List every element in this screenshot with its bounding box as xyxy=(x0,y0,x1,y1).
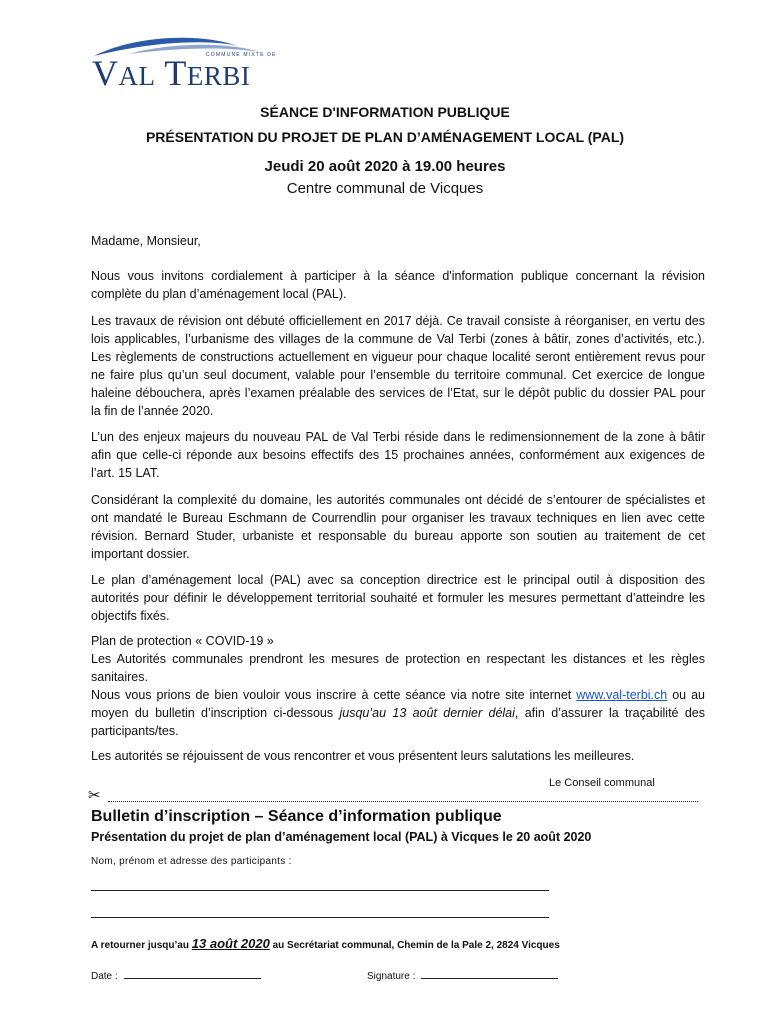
date-blank[interactable] xyxy=(124,968,261,979)
date-label: Date : xyxy=(91,971,118,982)
return-instructions: A retourner jusqu’au 13 août 2020 au Secrétariat communal, Chemin de la Pale 2, 2824 Vicques xyxy=(91,936,560,951)
register-paragraph: Nous vous prions de bien vouloir vous inscrire à cette séance via notre site internet www.val-terbi.ch ou au moyen du bulletin d’inscription ci-dessous jusqu’au 13 août dernier délai, afin d’assurer la traçabilité des participants/tes. xyxy=(91,688,705,738)
event-place: Centre communal de Vicques xyxy=(286,180,484,197)
logo-wordmark: VAL TERBI xyxy=(92,53,251,93)
participants-label: Nom, prénom et adresse des participants : xyxy=(91,856,292,867)
date-field xyxy=(91,968,261,982)
paragraph-stakes: L’un des enjeux majeurs du nouveau PAL de Val Terbi réside dans le redimensionnement de la zone à bâtir afin que celle-ci réponde aux besoins effectifs des 15 prochaines années, conformément aux exigences de l’art. 15 LAT. xyxy=(91,430,705,480)
signature-blank[interactable] xyxy=(421,968,558,979)
paragraph-specialists: Considérant la complexité du domaine, les autorités communales ont décidé de s’entourer de spécialistes et ont mandaté le Bureau Eschmann de Courrendlin pour organiser les travaux techniques en lien avec cette révision. Bernard Studer, urbaniste et responsable du bureau apporte son soutien au traitement de cet important dossier. xyxy=(91,493,705,561)
signature-label: Signature : xyxy=(367,971,416,982)
website-link[interactable]: www.val-terbi.ch xyxy=(576,688,668,702)
closing-paragraph: Les autorités se réjouissent de vous rencontrer et vous présentent leurs salutations les meilleures. xyxy=(91,749,635,763)
dotted-separator xyxy=(108,801,698,802)
return-deadline: 13 août 2020 xyxy=(191,936,270,951)
form-title: Bulletin d’inscription – Séance d’information publique xyxy=(91,808,502,825)
val-terbi-logo xyxy=(88,34,288,96)
paragraph-invitation: Nous vous invitons cordialement à participer à la séance d'information publique concernant la révision complète du plan d’aménagement local (PAL). xyxy=(91,269,705,301)
event-date: Jeudi 20 août 2020 à 19.00 heures xyxy=(264,158,506,175)
participants-line-2[interactable] xyxy=(91,917,549,918)
title-line-1: SÉANCE D'INFORMATION PUBLIQUE xyxy=(260,104,510,120)
covid-section xyxy=(91,632,705,740)
paragraph-pal-tool: Le plan d’aménagement local (PAL) avec sa conception directrice est le principal outil à disposition des autorités pour définir le développement territorial souhaité et formuler les mesures permettant d’atteindre les objectifs fixés. xyxy=(91,573,705,623)
covid-text: Les Autorités communales prendront les mesures de protection en respectant les distances et les règles sanitaires. xyxy=(91,652,705,684)
signature-council: Le Conseil communal xyxy=(549,777,655,789)
signature-field xyxy=(367,968,558,982)
form-subtitle: Présentation du projet de plan d’aménagement local (PAL) à Vicques le 20 août 2020 xyxy=(91,830,592,844)
title-line-2: PRÉSENTATION DU PROJET DE PLAN D’AMÉNAGEMENT LOCAL (PAL) xyxy=(145,129,625,145)
paragraph-works: Les travaux de révision ont débuté officiellement en 2017 déjà. Ce travail consiste à réorganiser, en vertu des lois applicables, l’urbanisme des villages de la commune de Val Terbi (zones à bâtir, zones d’activités, etc.). Les règlements de constructions actuellement en vigueur pour chaque localité seront entièrement revus pour ne faire plus qu’un seul document, valable pour l’ensemble du territoire communal. Cet exercice de longue haleine débouchera, après l’examen préalable des services de l’Etat, sur le dépôt public du dossier PAL pour la fin de l’année 2020. xyxy=(91,314,705,418)
logo-tagline: COMMUNE MIXTE DE xyxy=(206,52,277,58)
deadline-text: jusqu’au 13 août dernier délai xyxy=(339,706,515,720)
cut-line xyxy=(88,787,698,806)
covid-title: Plan de protection « COVID-19 » xyxy=(91,634,274,648)
salutation: Madame, Monsieur, xyxy=(91,234,201,248)
participants-line-1[interactable] xyxy=(91,890,549,891)
scissors-icon: ✂ xyxy=(88,787,101,804)
